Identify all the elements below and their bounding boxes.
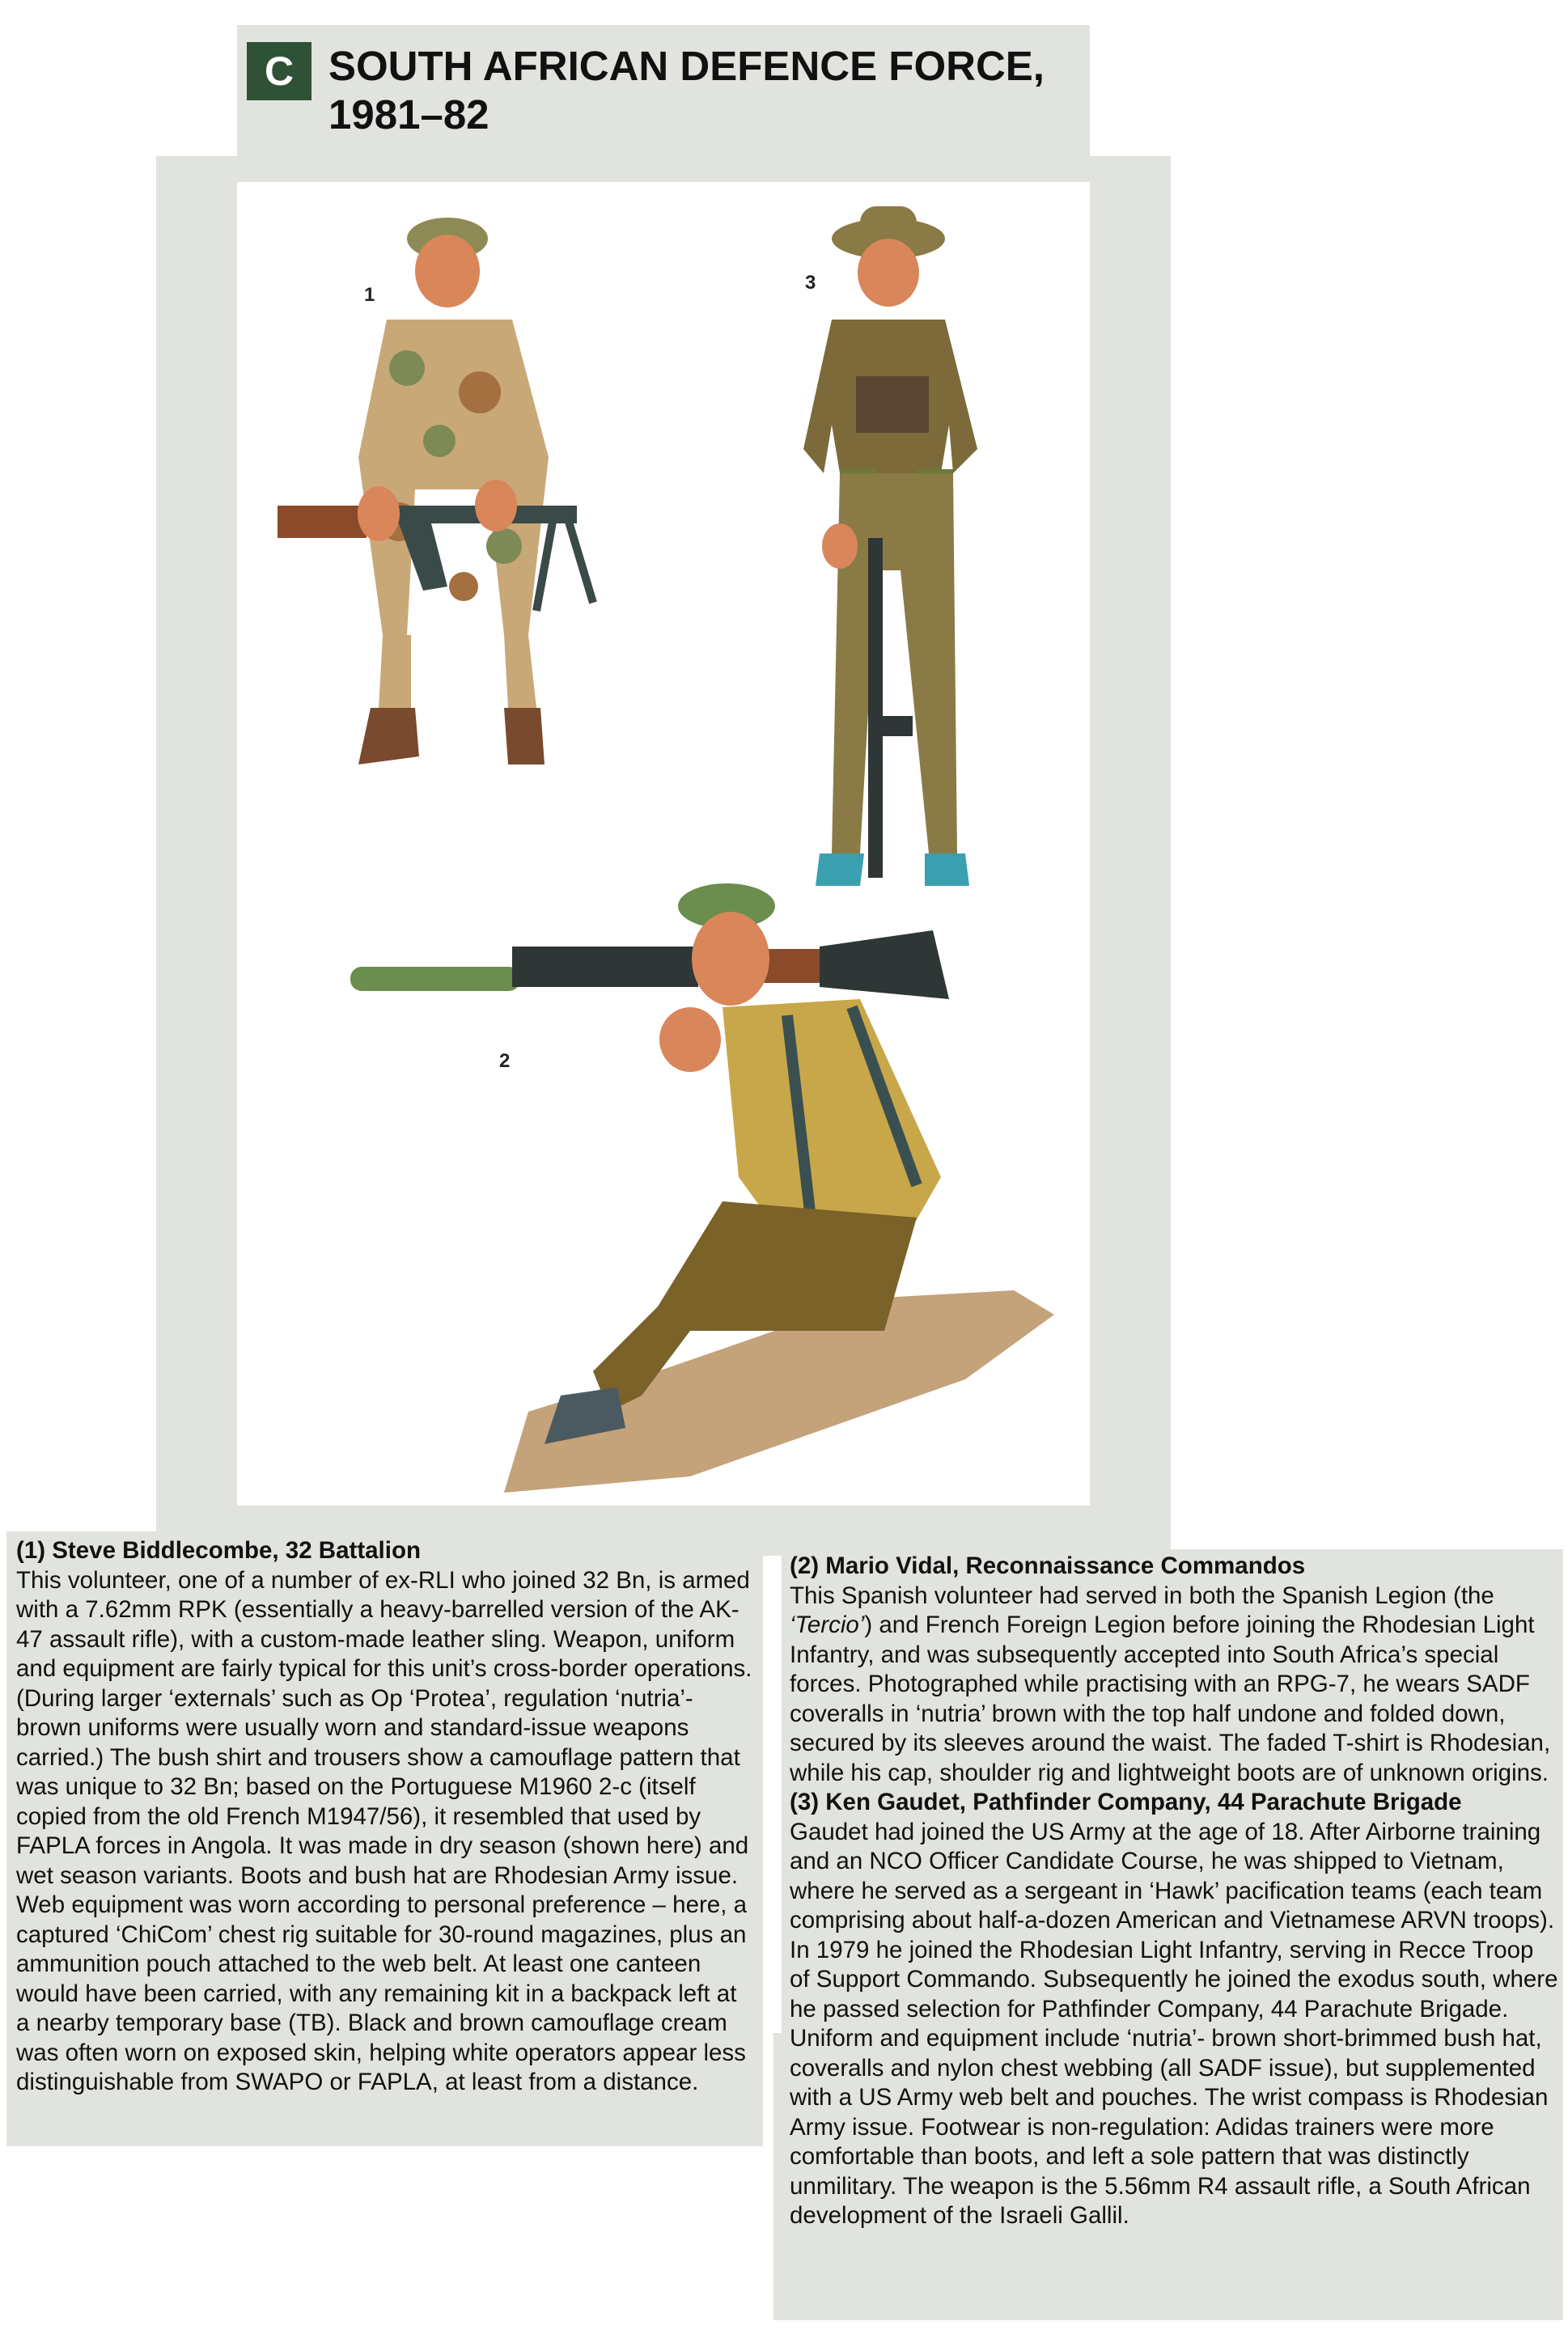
caption-body-figure-3: Gaudet had joined the US Army at the age of 18. After Airborne training and an NCO Officer Candidate Course, he was shipped to Vietnam, where he served as a sergeant in ‘Hawk’ pacification teams (each team comprising about half-a-dozen American and Vietnamese ARVN troops). In 1979 he joined the Rhodesian Light Infantry, serving in Recce Troop of Support Commando. Subsequently he joined the exodus south, where he passed selection for Pathfinder Company, 44 Parachute Brigade. Uniform and equipment include ‘nutria’- brown short-brimmed bush hat, coveralls and nylon chest webbing (all SADF issue), but supplemented with a US Army web belt and pouches. The wrist compass is Rhodesian Army issue. Footwear is non-regulation: Adidas trainers were more comfortable than boots, and left a sole pattern that was distinctly unmilitary. The weapon is the 5.56mm R4 assault rifle, a South African development of the Israeli Gallil.: [790, 1818, 1558, 2229]
caption-body-figure-2-start: This Spanish volunteer had served in both the Spanish Legion (the: [790, 1582, 1494, 1609]
figure-number-1: 1: [364, 284, 375, 306]
caption-body-figure-2-end: ) and French Foreign Legion before joining the Rhodesian Light Infantry, and was subsequently accepted into South Africa’s special forces. Photographed while practising with an RPG-7, he wears SADF coveralls in ‘nutria’ brown with the top half undone and folded down, secured by its sleeves around the waist. The faded T-shirt is Rhodesian, while his cap, shoulder rig and lightweight boots are of unknown origins.: [790, 1612, 1551, 1786]
caption-body-figure-2: [790, 1582, 1558, 1789]
caption-body-figure-1: This volunteer, one of a number of ex-RLI who joined 32 Bn, is armed with a 7.62mm RPK (essentially a heavy-barrelled version of the AK-47 assault rifle), with a custom-made leather sling. Weapon, uniform and equipment are fairly typical for this unit’s cross-border operations. (During larger ‘externals’ such as Op ‘Protea’, regulation ‘nutria’-brown uniforms were usually worn and standard-issue weapons carried.) The bush shirt and trousers show a camouflage pattern that was unique to 32 Bn; based on the Portuguese M1960 2-c (itself copied from the old French M1947/56), it resembled that used by FAPLA forces in Angola. It was made in dry season (shown here) and wet season variants. Boots and bush hat are Rhodesian Army issue. Web equipment was worn according to personal preference – here, a captured ‘ChiCom’ chest rig suitable for 30-round magazines, plus an ammunition pouch attached to the web belt. At least one canteen would have been carried, with any remaining kit in a backpack left at a nearby temporary base (TB). Black and brown camouflage cream was often worn on exposed skin, helping white operators appear less distinguishable from SWAPO or FAPLA, at least from a distance.: [16, 1566, 752, 2095]
plate-title: [328, 42, 1081, 139]
caption-heading-figure-1: (1) Steve Biddlecombe, 32 Battalion: [16, 1537, 421, 1564]
caption-column-right: [790, 1552, 1558, 2231]
illustration-plate: [237, 182, 1090, 1506]
figure-number-2: 2: [499, 1050, 511, 1072]
caption-figure-1: [6, 1531, 763, 2146]
plate-title-line1: SOUTH AFRICAN DEFENCE FORCE,: [328, 43, 1045, 89]
tercio-term: ‘Tercio’: [790, 1612, 865, 1638]
figure-number-3: 3: [805, 272, 816, 294]
caption-heading-figure-2: (2) Mario Vidal, Reconnaissance Commandos: [790, 1552, 1306, 1579]
plate-letter-badge: C: [247, 42, 311, 100]
figure-1-soldier: [278, 218, 593, 765]
uniform-illustration: [237, 182, 1090, 1506]
caption-heading-figure-3: (3) Ken Gaudet, Pathfinder Company, 44 Parachute Brigade: [790, 1789, 1462, 1815]
plate-title-line2: 1981–82: [328, 91, 489, 138]
figure-3-soldier: [803, 206, 977, 886]
